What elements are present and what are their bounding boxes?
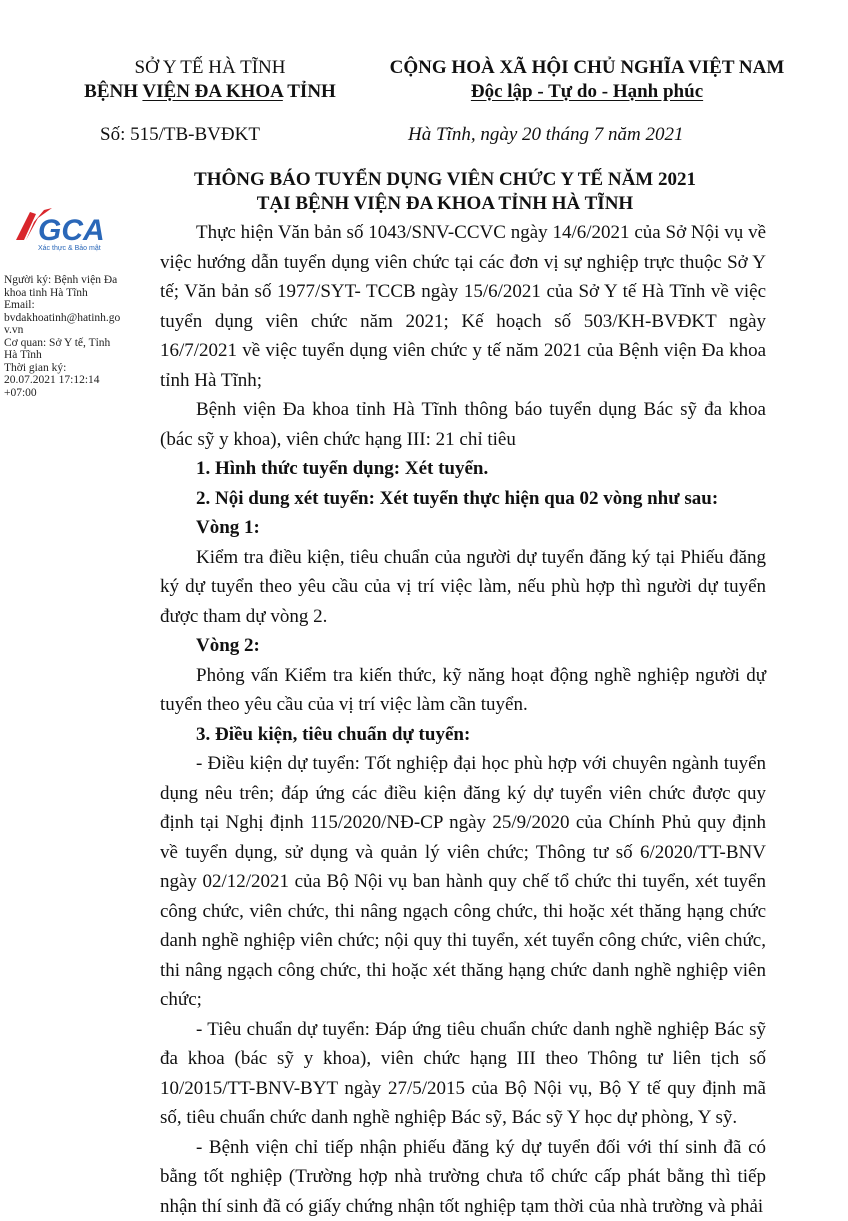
vgca-logo-icon (8, 202, 116, 254)
email-label: Email: (4, 299, 124, 312)
place-date: Hà Tĩnh, ngày 20 tháng 7 năm 2021 (408, 124, 684, 146)
national-header-block (362, 56, 812, 104)
sign-time: 20.07.2021 17:12:14 +07:00 (4, 374, 124, 399)
svg-text:GCA: GCA (38, 214, 105, 247)
section-heading-1: 1. Hình thức tuyển dụng: Xét tuyển. (160, 454, 766, 484)
national-motto: Độc lập - Tự do - Hạnh phúc (362, 80, 812, 104)
sign-time-label: Thời gian ký: (4, 362, 124, 375)
signer: Người ký: Bệnh viện Đa khoa tinh Hà Tĩnh (4, 274, 124, 299)
section-heading-2: 2. Nội dung xét tuyển: Xét tuyển thực hiện qua 02 vòng như sau: (160, 484, 766, 514)
signer-agency: Cơ quan: Sở Y tế, Tỉnh Hà Tĩnh (4, 337, 124, 362)
condition-eligibility: - Điều kiện dự tuyển: Tốt nghiệp đại học phù hợp với chuyên ngành tuyển dụng nêu trên; đáp ứng các điều kiện đăng ký dự tuyển viên chức được quy định tại Nghị định 115/2020/NĐ-CP ngày 25/9/2020 của Chính Phủ quy định về tuyển dụng, sử dụng và quản lý viên chức; Thông tư số 6/2020/TT-BNV ngày 02/12/2021 của Bộ Nội vụ ban hành quy chế tổ chức thi tuyển, xét tuyển công chức, viên chức, thi nâng ngạch công chức, thi hoặc xét thăng hạng chức danh nghề nghiệp viên chức; nội quy thi tuyển, xét tuyển công chức, viên chức, thi nâng ngạch công chức, thi hoặc xét thăng hạng chức danh nghề nghiệp viên chức; (160, 749, 766, 1015)
issuing-agency-block (60, 56, 360, 104)
document-body (160, 218, 766, 1221)
national-title: CỘNG HOÀ XÃ HỘI CHỦ NGHĨA VIỆT NAM (362, 56, 812, 80)
round-2-label: Vòng 2: (160, 631, 766, 661)
condition-diploma: - Bệnh viện chỉ tiếp nhận phiếu đăng ký dự tuyển đối với thí sinh đã có bằng tốt nghiệp (Trường hợp nhà trường chưa tổ chức cấp phát bằng thì tiếp nhận thí sinh đã có giấy chứng nhận tốt nghiệp tạm thời của nhà trường và phải (160, 1133, 766, 1221)
round-2-text: Phỏng vấn Kiểm tra kiến thức, kỹ năng hoạt động nghề nghiệp người dự tuyển theo yêu cầu của vị trí việc làm cần tuyển. (160, 661, 766, 720)
issuing-organization: BỆNH VIỆN ĐA KHOA TỈNH (60, 80, 360, 104)
digital-signature-info (4, 274, 124, 399)
round-1-text: Kiểm tra điều kiện, tiêu chuẩn của người dự tuyển đăng ký tại Phiếu đăng ký dự tuyển theo yêu cầu của vị trí việc làm, nếu phù hợp thì người dự tuyển được tham dự vòng 2. (160, 543, 766, 632)
signer-email: bvdakhoatinh@hatinh.gov.vn (4, 312, 124, 337)
logo-tagline: Xác thực & Bảo mật (38, 245, 101, 252)
parent-agency: SỞ Y TẾ HÀ TĨNH (60, 56, 360, 80)
round-1-label: Vòng 1: (160, 513, 766, 543)
paragraph-announcement: Bệnh viện Đa khoa tỉnh Hà Tĩnh thông báo tuyển dụng Bác sỹ đa khoa (bác sỹ y khoa), viên chức hạng III: 21 chỉ tiêu (160, 395, 766, 454)
section-heading-3: 3. Điều kiện, tiêu chuẩn dự tuyển: (160, 720, 766, 750)
paragraph-basis: Thực hiện Văn bản số 1043/SNV-CCVC ngày 14/6/2021 của Sở Nội vụ về việc hướng dẫn tuyển dụng viên chức tại các đơn vị sự nghiệp trực thuộc Sở Y tế; Văn bản số 1977/SYT- TCCB ngày 15/6/2021 của Sở Y tế Hà Tĩnh về việc tuyển dụng viên chức năm 2021; Kế hoạch số 503/KH-BVĐKT ngày 16/7/2021 về việc tuyển dụng viên chức y tế năm 2021 của Bệnh viện Đa khoa tỉnh Hà Tĩnh; (160, 218, 766, 395)
reference-number: Số: 515/TB-BVĐKT (100, 124, 260, 146)
condition-standards: - Tiêu chuẩn dự tuyển: Đáp ứng tiêu chuẩn chức danh nghề nghiệp Bác sỹ đa khoa (bác sỹ y khoa), viên chức hạng III theo Thông tư liên tịch số 10/2015/TT-BNV-BYT ngày 27/5/2015 của Bộ Nội vụ, Bộ Y tế quy định mã số, tiêu chuẩn chức danh nghề nghiệp Bác sỹ, Bác sỹ Y học dự phòng, Y sỹ. (160, 1015, 766, 1133)
document-title: THÔNG BÁO TUYỂN DỤNG VIÊN CHỨC Y TẾ NĂM 2021 TẠI BỆNH VIỆN ĐA KHOA TỈNH HÀ TĨNH (150, 168, 740, 216)
